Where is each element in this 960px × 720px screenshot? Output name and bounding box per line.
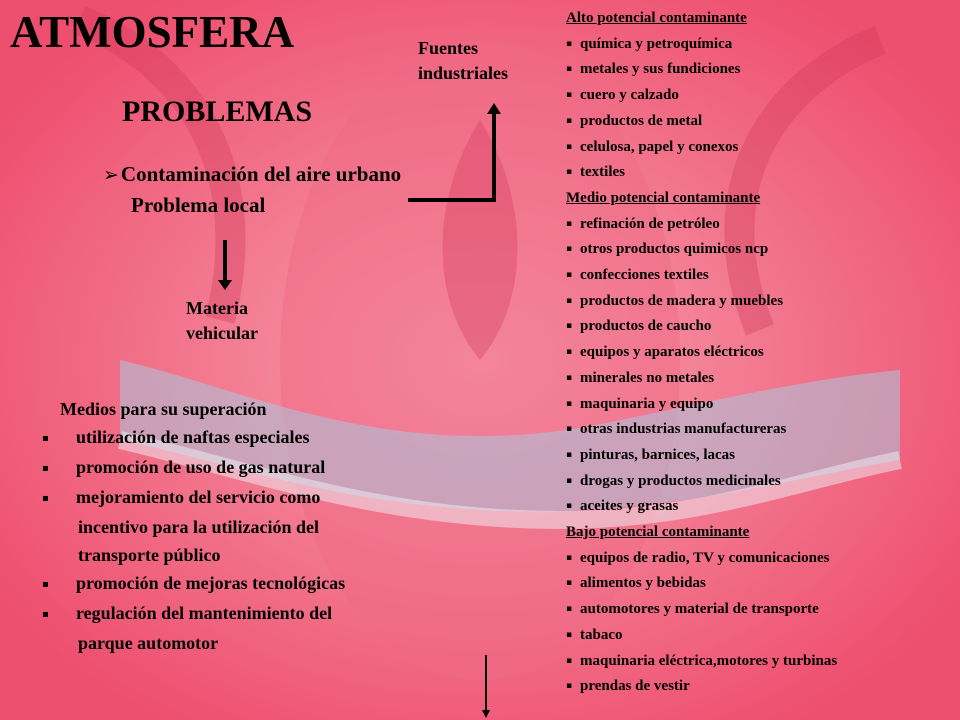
problem-line-2: Problema local	[131, 193, 266, 217]
means-list-item: ▪ promoción de mejoras tecnológicas	[60, 569, 345, 599]
square-bullet-icon: ▪	[566, 424, 573, 435]
square-bullet-icon: ▪	[566, 115, 573, 126]
sector-list-item: ▪ otras industrias manufactureras	[566, 417, 837, 443]
means-list-item: transporte público	[78, 545, 221, 565]
square-bullet-icon: ▪	[42, 433, 49, 444]
page-title: ATMOSFERA	[10, 7, 295, 57]
square-bullet-icon: ▪	[566, 270, 573, 281]
square-bullet-icon: ▪	[566, 655, 573, 666]
sector-list-item: ▪ confecciones textiles	[566, 263, 837, 289]
means-list-item: ▪ regulación del mantenimiento del	[60, 599, 345, 629]
sector-list-item: ▪ productos de metal	[566, 109, 837, 135]
square-bullet-icon: ▪	[566, 244, 573, 255]
square-bullet-icon: ▪	[566, 398, 573, 409]
square-bullet-icon: ▪	[566, 64, 573, 75]
vehicle-branch-label: Materia vehicular	[186, 298, 258, 343]
arrowhead-up-industry	[487, 103, 501, 114]
square-bullet-icon: ▪	[42, 579, 49, 590]
sector-list-item: ▪ productos de caucho	[566, 314, 837, 340]
means-list-item: ▪ utilización de naftas especiales	[60, 423, 345, 453]
square-bullet-icon: ▪	[42, 493, 49, 504]
means-list-item: ▪ mejoramiento del servicio como	[60, 483, 345, 513]
arrow-elbow-to-industry	[408, 112, 494, 200]
sector-list-item: ▪ equipos y aparatos eléctricos	[566, 340, 837, 366]
square-bullet-icon: ▪	[566, 552, 573, 563]
square-bullet-icon: ▪	[566, 372, 573, 383]
sector-list-item: ▪ química y petroquímica	[566, 32, 837, 58]
square-bullet-icon: ▪	[566, 321, 573, 332]
sector-list-item: ▪ productos de madera y muebles	[566, 289, 837, 315]
sector-list-item: ▪ maquinaria y equipo	[566, 392, 837, 418]
square-bullet-icon: ▪	[566, 681, 573, 692]
arrowhead-down-bottom	[482, 710, 490, 718]
sector-list-item: ▪ prendas de vestir	[566, 674, 837, 700]
means-list-item: ▪ promoción de uso de gas natural	[60, 453, 345, 483]
sector-list-item: ▪ cuero y calzado	[566, 83, 837, 109]
sector-list-item: ▪ aceites y grasas	[566, 494, 837, 520]
sector-heading: Medio potencial contaminante	[566, 189, 761, 206]
square-bullet-icon: ▪	[566, 604, 573, 615]
sector-list-item: ▪ alimentos y bebidas	[566, 571, 837, 597]
means-list-item: parque automotor	[78, 633, 219, 653]
square-bullet-icon: ▪	[566, 501, 573, 512]
square-bullet-icon: ▪	[566, 629, 573, 640]
square-bullet-icon: ▪	[566, 141, 573, 152]
square-bullet-icon: ▪	[566, 295, 573, 306]
sector-list-item: ▪ textiles	[566, 160, 837, 186]
problem-line-1: Contaminación del aire urbano	[120, 162, 402, 186]
sector-list-item: ▪ metales y sus fundiciones	[566, 57, 837, 83]
sector-list-item: ▪ refinación de petróleo	[566, 212, 837, 238]
industry-branch-label: Fuentes industriales	[418, 38, 509, 83]
sector-list-item: ▪ pinturas, barnices, lacas	[566, 443, 837, 469]
square-bullet-icon: ▪	[566, 578, 573, 589]
arrow-bullet-icon: ➢	[103, 164, 119, 186]
sector-list-item: ▪ equipos de radio, TV y comunicaciones	[566, 546, 837, 572]
square-bullet-icon: ▪	[566, 449, 573, 460]
square-bullet-icon: ▪	[566, 218, 573, 229]
square-bullet-icon: ▪	[566, 347, 573, 358]
sector-list-item: ▪ tabaco	[566, 623, 837, 649]
sector-list-item: ▪ celulosa, papel y conexos	[566, 135, 837, 161]
sector-list-item: ▪ maquinaria eléctrica,motores y turbinas	[566, 649, 837, 675]
section-subtitle: PROBLEMAS	[122, 95, 313, 128]
square-bullet-icon: ▪	[566, 90, 573, 101]
means-list-item: incentivo para la utilización del	[78, 517, 319, 537]
sector-heading: Alto potencial contaminante	[566, 10, 747, 26]
sector-list-item: ▪ minerales no metales	[566, 366, 837, 392]
sector-heading: Bajo potencial contaminante	[566, 524, 750, 541]
means-heading: Medios para su superación	[60, 399, 267, 419]
square-bullet-icon: ▪	[566, 167, 573, 178]
square-bullet-icon: ▪	[566, 475, 573, 486]
sector-list-item: ▪ drogas y productos medicinales	[566, 469, 837, 495]
square-bullet-icon: ▪	[566, 38, 573, 49]
sector-list-item: ▪ otros productos quimicos ncp	[566, 237, 837, 263]
square-bullet-icon: ▪	[42, 609, 49, 620]
arrowhead-down-vehicle	[218, 280, 232, 290]
sector-list-item: ▪ automotores y material de transporte	[566, 597, 837, 623]
square-bullet-icon: ▪	[42, 463, 49, 474]
